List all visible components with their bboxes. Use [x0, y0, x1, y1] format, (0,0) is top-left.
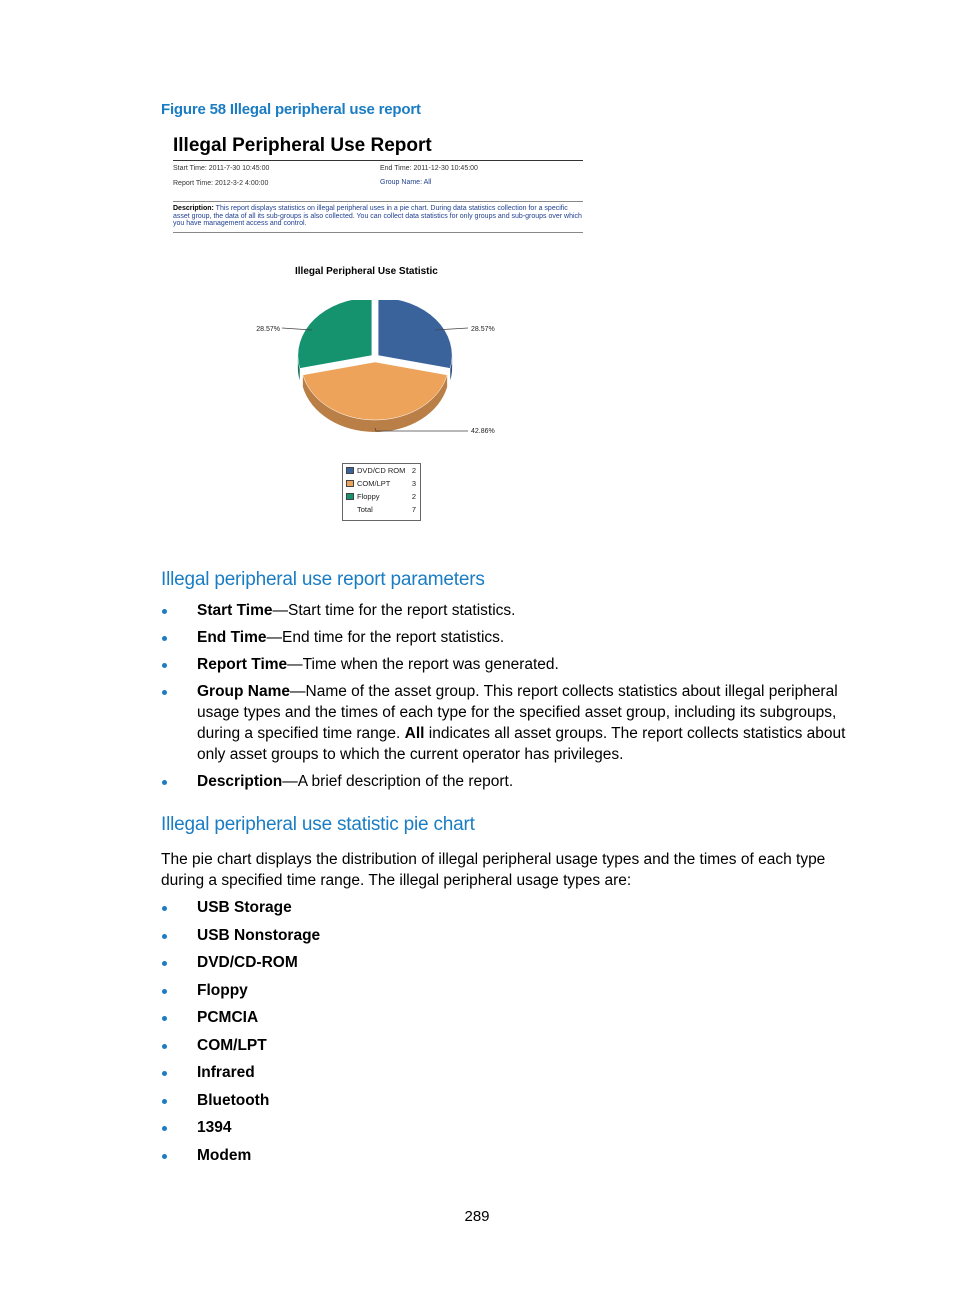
report-time: Report Time: 2012-3-2 4:00:00: [173, 180, 269, 187]
list-item: [161, 771, 864, 792]
list-item: [161, 1090, 864, 1111]
list-item: [161, 952, 864, 973]
legend-label: Floppy: [357, 492, 380, 501]
type-label: Bluetooth: [197, 1091, 270, 1109]
usage-types-list: [161, 897, 864, 1166]
term: Group Name: [197, 683, 291, 700]
report-figure: [173, 135, 583, 227]
type-label: 1394: [197, 1119, 232, 1136]
legend-label: DVD/CD ROM: [357, 466, 406, 475]
description-label: Description:: [173, 205, 214, 212]
figure-caption: Figure 58 Illegal peripheral use report: [161, 101, 421, 118]
legend-value: 3: [411, 479, 416, 488]
legend-item-dvd: [346, 465, 418, 475]
type-label: Infrared: [197, 1064, 255, 1081]
legend-value: 2: [411, 466, 416, 475]
list-item: [161, 1062, 864, 1083]
list-item: [161, 1117, 864, 1138]
pie-data-label: 28.57%: [471, 326, 495, 333]
description-text: This report displays statistics on illegal peripheral uses in a pie chart. During data statistics collection for a specific asset group, the data of all its sub-groups is also collected. You can collect data statistics for only groups and sub-groups over which you have management access and control.: [173, 205, 582, 227]
pie-chart-paragraph: The pie chart displays the distribution of illegal peripheral usage types and the times of each type during a specified time range. The illegal peripheral usage types are:: [161, 851, 826, 889]
pie-slice-floppy: [298, 300, 372, 368]
list-item: [161, 1035, 864, 1056]
type-label: Modem: [197, 1146, 252, 1164]
definition: —End time for the report statistics.: [266, 629, 505, 646]
list-item: [161, 897, 864, 918]
legend-label: COM/LPT: [357, 479, 391, 488]
report-description: [173, 201, 583, 233]
legend-item-floppy: [346, 491, 418, 501]
pie-data-label: 42.86%: [471, 428, 495, 435]
chart-legend: [342, 463, 421, 521]
parameters-list: [161, 600, 864, 792]
pie-data-label: 28.57%: [256, 326, 280, 333]
type-label: PCMCIA: [197, 1009, 259, 1026]
list-item: [161, 925, 864, 946]
definition: —Name of the asset group. This report collects statistics about illegal peripheral usage types and the times of each type for the specified asset group, including its subgroups, during a specified time range.: [197, 683, 838, 742]
page-number: 289: [464, 1208, 490, 1225]
type-label: Floppy: [197, 981, 248, 999]
definition-cont: indicates all asset groups. The report collects statistics about only asset groups to which the current operator has privileges.: [197, 725, 846, 763]
list-item: [161, 654, 864, 675]
start-time: Start Time: 2011-7-30 10:45:00: [173, 165, 270, 172]
type-label: USB Nonstorage: [197, 926, 321, 944]
pie-chart: [240, 300, 510, 440]
legend-swatch: [346, 493, 354, 500]
legend-total-label: Total: [357, 505, 373, 514]
type-label: USB Storage: [197, 899, 292, 916]
pie-slice-dvd-cd-rom: [378, 300, 452, 368]
term-all: All: [404, 725, 425, 742]
list-item: [161, 600, 864, 621]
legend-item-com: [346, 478, 418, 488]
list-item: [161, 1145, 864, 1166]
chart-title: Illegal Peripheral Use Statistic: [295, 266, 438, 277]
definition: —Time when the report was generated.: [287, 656, 559, 673]
group-name: Group Name: All: [380, 179, 432, 186]
report-title: Illegal Peripheral Use Report: [173, 135, 583, 161]
legend-total: [346, 504, 418, 514]
report-meta: [173, 161, 583, 201]
definition: —A brief description of the report.: [282, 773, 514, 790]
list-item: [161, 681, 864, 765]
type-label: DVD/CD-ROM: [197, 954, 298, 971]
term: Description: [197, 773, 283, 790]
section-heading-pie-chart: Illegal peripheral use statistic pie chart: [161, 814, 475, 835]
list-item: [161, 627, 864, 648]
list-item: [161, 980, 864, 1001]
type-label: COM/LPT: [197, 1036, 267, 1054]
definition: —Start time for the report statistics.: [272, 602, 516, 619]
list-item: [161, 1007, 864, 1028]
term: Start Time: [197, 602, 273, 619]
term: Report Time: [197, 656, 288, 673]
legend-total-value: 7: [411, 505, 416, 514]
end-time: End Time: 2011-12-30 10:45:00: [380, 165, 478, 172]
legend-value: 2: [411, 492, 416, 501]
legend-swatch: [346, 467, 354, 474]
term: End Time: [197, 629, 267, 646]
legend-swatch: [346, 480, 354, 487]
section-heading-parameters: Illegal peripheral use report parameters: [161, 569, 485, 590]
